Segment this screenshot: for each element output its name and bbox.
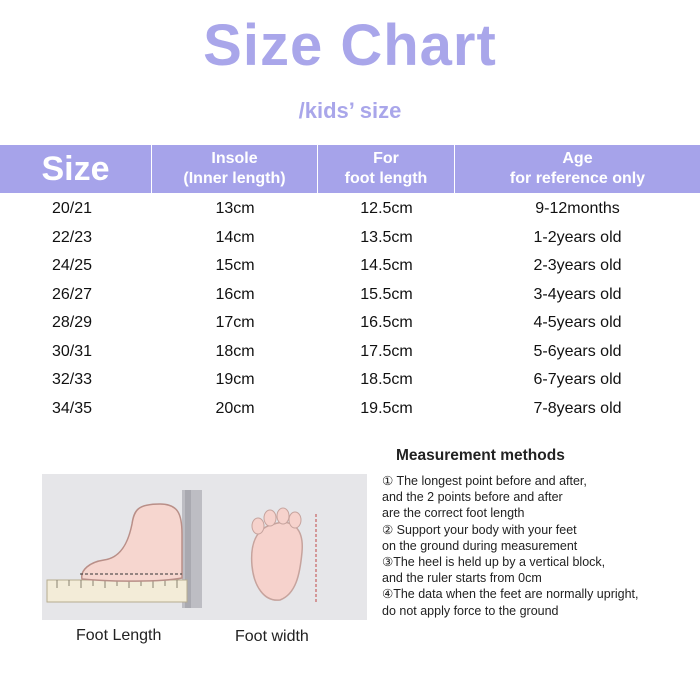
insole-cell: 19cm bbox=[215, 371, 255, 389]
foot-length-cell: 17.5cm bbox=[360, 342, 413, 360]
table-header bbox=[0, 145, 700, 193]
table-row bbox=[0, 309, 700, 338]
measurement-illustration bbox=[42, 474, 367, 620]
table-row bbox=[0, 195, 700, 224]
foot-length-caption: Foot Length bbox=[76, 627, 162, 644]
measurement-step-1: ① The longest point before and after, and the 2 points before and after are the correct foot length bbox=[382, 474, 587, 521]
foot-length-cell: 19.5cm bbox=[360, 399, 413, 417]
insole-cell: 16cm bbox=[215, 285, 255, 303]
column-header-size: Size bbox=[0, 145, 152, 193]
size-cell: 32/33 bbox=[52, 371, 93, 389]
column-header-foot-length: For foot length bbox=[318, 145, 455, 193]
insole-cell: 20cm bbox=[215, 399, 255, 417]
size-cell: 24/25 bbox=[52, 257, 93, 275]
age-cell: 6-7years old bbox=[533, 371, 622, 389]
foot-side-shape bbox=[82, 504, 182, 581]
foot-length-cell: 13.5cm bbox=[360, 228, 413, 246]
measurement-step-2: ② Support your body with your feet on the ground during measurement bbox=[382, 522, 578, 553]
foot-length-cell: 12.5cm bbox=[360, 200, 413, 218]
foot-length-cell: 14.5cm bbox=[360, 257, 413, 275]
page-title: Size Chart bbox=[203, 13, 497, 78]
foot-length-cell: 16.5cm bbox=[360, 314, 413, 332]
measurement-steps bbox=[382, 473, 692, 619]
foot-length-cell: 15.5cm bbox=[360, 285, 413, 303]
foot-width-caption: Foot width bbox=[235, 628, 309, 645]
size-cell: 34/35 bbox=[52, 399, 93, 417]
table-row bbox=[0, 252, 700, 281]
insole-cell: 14cm bbox=[215, 228, 255, 246]
age-cell: 4-5years old bbox=[533, 314, 622, 332]
page-subtitle: /kids’ size bbox=[298, 98, 402, 123]
table-row bbox=[0, 366, 700, 395]
column-header-insole: Insole (Inner length) bbox=[152, 145, 318, 193]
insole-cell: 17cm bbox=[215, 314, 255, 332]
size-cell: 22/23 bbox=[52, 228, 93, 246]
foot-length-cell: 18.5cm bbox=[360, 371, 413, 389]
age-cell: 9-12months bbox=[535, 200, 620, 218]
size-cell: 26/27 bbox=[52, 285, 93, 303]
table-row bbox=[0, 338, 700, 367]
measurement-step-3: ③The heel is held up by a vertical block, and the ruler starts from 0cm bbox=[382, 555, 606, 586]
table-row bbox=[0, 281, 700, 310]
column-header-age: Age for reference only bbox=[509, 150, 646, 187]
measurement-title: Measurement methods bbox=[396, 447, 565, 464]
age-cell: 1-2years old bbox=[533, 228, 622, 246]
size-cell: 20/21 bbox=[52, 200, 93, 218]
table-body bbox=[0, 193, 700, 423]
size-table bbox=[0, 145, 700, 423]
table-row bbox=[0, 395, 700, 424]
measurement-step-4: ④The data when the feet are normally upright, do not apply force to the ground bbox=[382, 587, 639, 618]
table-row bbox=[0, 224, 700, 253]
age-cell: 3-4years old bbox=[533, 285, 622, 303]
size-cell: 28/29 bbox=[52, 314, 93, 332]
age-cell: 5-6years old bbox=[533, 342, 622, 360]
insole-cell: 13cm bbox=[215, 200, 255, 218]
insole-cell: 18cm bbox=[215, 342, 255, 360]
size-cell: 30/31 bbox=[52, 342, 93, 360]
foot-measurement-picture bbox=[42, 474, 367, 620]
insole-cell: 15cm bbox=[215, 257, 255, 275]
age-cell: 2-3years old bbox=[533, 257, 622, 275]
age-cell: 7-8years old bbox=[533, 399, 622, 417]
